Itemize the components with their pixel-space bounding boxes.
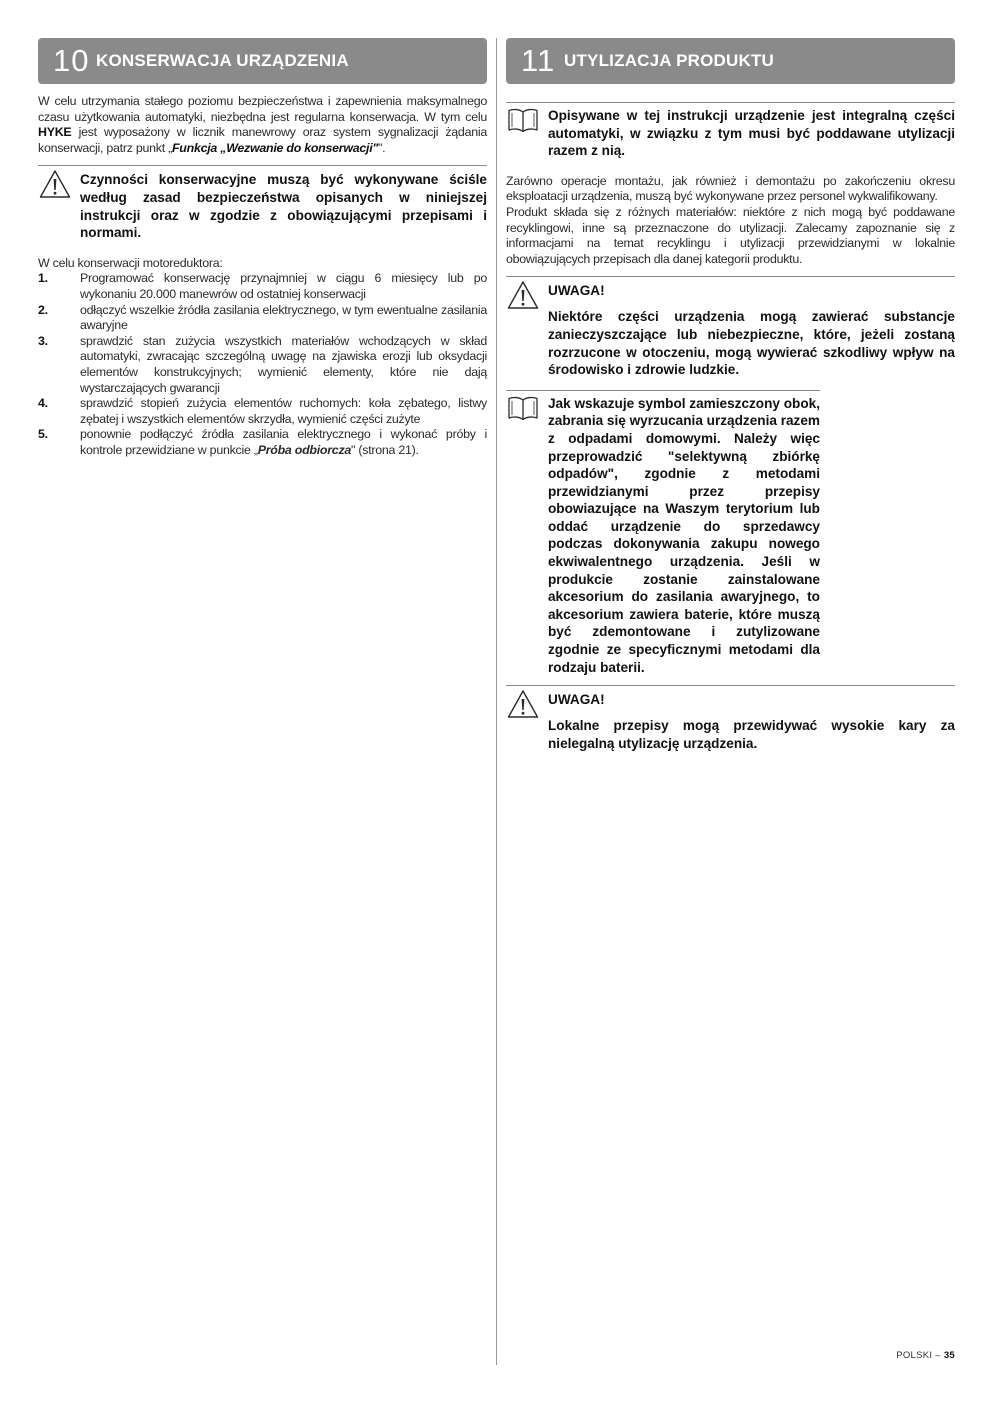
section-number: 10: [53, 43, 90, 78]
step-number: 2.: [38, 302, 48, 317]
step-text: ponownie podłączyć źródła zasilania elektrycznego i wykonać próby i kontrole przewidziane w punkcie „: [80, 427, 487, 457]
hazard-warning: [506, 276, 955, 378]
intro-text-end: ".: [378, 140, 386, 155]
footer-language: POLSKI –: [896, 1350, 944, 1361]
step-text-end: " (strona 21).: [351, 442, 419, 457]
list-item: [38, 396, 487, 427]
step-reference: Próba odbiorcza: [257, 442, 352, 457]
list-item: [38, 271, 487, 302]
intro-text: W celu utrzymania stałego poziomu bezpieczeństwa i zapewnienia maksymalnego czasu użytkowania automatyki, niezbędna jest regularna konserwacja. W tym celu: [38, 94, 487, 124]
disposal-note: [506, 390, 820, 677]
warning-heading: UWAGA!: [548, 692, 605, 708]
list-item: [38, 303, 487, 334]
step-number: 5.: [38, 427, 48, 442]
penalty-warning: [506, 685, 955, 752]
step-number: 4.: [38, 396, 48, 411]
warning-text: Lokalne przepisy mogą przewidywać wysokie kary za nielegalną utylizację urządzenia.: [548, 718, 955, 751]
section-number: 11: [521, 43, 556, 78]
step-number: 1.: [38, 271, 48, 286]
warning-text: Niektóre części urządzenia mogą zawierać substancje zanieczyszczające lub niebezpieczne, które, jeżeli zostaną rozrzucone w otoczeniu, mogą wywierać szkodliwy wpływ na środowisko i zdrowie ludzkie.: [548, 309, 955, 378]
intro-paragraph: [38, 94, 487, 156]
intro-reference: Funkcja „Wezwanie do konserwacji": [171, 140, 379, 155]
maintenance-warning: [38, 165, 487, 241]
integral-part-note: [506, 102, 955, 160]
section-11: [506, 38, 955, 752]
column-divider: [496, 38, 497, 1365]
step-text: Programować konserwację przynajmniej w ciągu 6 miesięcy lub po wykonaniu 20.000 manewrów od ostatniej konserwacji: [80, 271, 487, 301]
note-text: Opisywane w tej instrukcji urządzenie jest integralną części automatyki, w związku z tym musi być poddawane utylizacji razem z nią.: [548, 108, 955, 159]
page-footer: [896, 1350, 955, 1361]
book-icon: [507, 106, 539, 136]
warning-heading: UWAGA!: [548, 283, 605, 299]
section-11-header: [506, 38, 955, 84]
page-number: 35: [943, 1350, 955, 1361]
brand-name: HYKE: [38, 125, 72, 140]
section-title: KONSERWACJA URZĄDZENIA: [96, 51, 349, 70]
warning-icon: [507, 689, 539, 719]
paragraph: Produkt składa się z różnych materiałów: niektóre z nich mogą być poddawane recyklingowi, inne są przeznaczone do utylizacji. Zalecamy zapoznanie się z informacjami na temat recyklingu i utylizacji przewidzianymi w lokalnie obowiązujących przepisach dla danej kategorii produktu.: [506, 204, 955, 266]
note-text: Jak wskazuje symbol zamieszczony obok, zabrania się wyrzucania urządzenia razem z odpadami domowymi. Należy więc przeprowadzić "selektywną zbiórkę odpadów", zgodnie z metodami przewidzianymi przez przepisy obowiazujące na Waszym terytorium lub oddać urządzenie do sprzedawcy podczas dokonywania zakupu nowego ekwiwalentnego urządzenia. Jeśli w produkcie zostanie zainstalowane akcesorium do zasilania awaryjnego, to akcesorium zawiera baterie, które muszą być zdemontowane i zutylizowane zgodnie ze specyficznymi metodami dla rodzaju baterii.: [548, 395, 820, 675]
section-10-header: [38, 38, 487, 84]
step-number: 3.: [38, 333, 48, 348]
warning-text: Czynności konserwacyjne muszą być wykonywane ściśle według zasad bezpieczeństwa opisanych w niniejszej instrukcji oraz w zgodzie z obowiązującymi przepisami i normami.: [80, 172, 487, 241]
step-text: sprawdzić stan zużycia wszystkich materiałów wchodzących w skład automatyki, zwracając szczególną uwagę na zjawiska erozji lub oksydacji elementów konstrukcyjnych; wymienić elementy, które nie dają wystarczających gwarancji: [80, 333, 487, 395]
warning-icon: [507, 280, 539, 310]
paragraph: Zarówno operacje montażu, jak również i demontażu po zakończeniu okresu eksploatacji urządzenia, muszą być wykonywane przez personel wykwalifikowany.: [506, 173, 955, 204]
step-text: sprawdzić stopień zużycia elementów ruchomych: koła zębatego, listwy zębatej i wszystkich elementów skrzydła, wymienić części zużyte: [80, 396, 487, 426]
maintenance-steps: [38, 271, 487, 458]
section-title: UTYLIZACJA PRODUKTU: [564, 51, 774, 70]
warning-icon: [39, 169, 71, 199]
list-item: [38, 427, 487, 458]
list-item: [38, 334, 487, 396]
book-icon: [507, 394, 539, 424]
step-text: odłączyć wszelkie źródła zasilania elektrycznego, w tym ewentualne zasilania awaryjne: [80, 302, 487, 333]
intro-text-mid: jest wyposażony w licznik manewrowy oraz system sygnalizacji żądania konserwacji, patrz punkt „: [38, 125, 487, 155]
section-10: [38, 38, 487, 458]
list-intro: W celu konserwacji motoreduktora:: [38, 255, 223, 270]
